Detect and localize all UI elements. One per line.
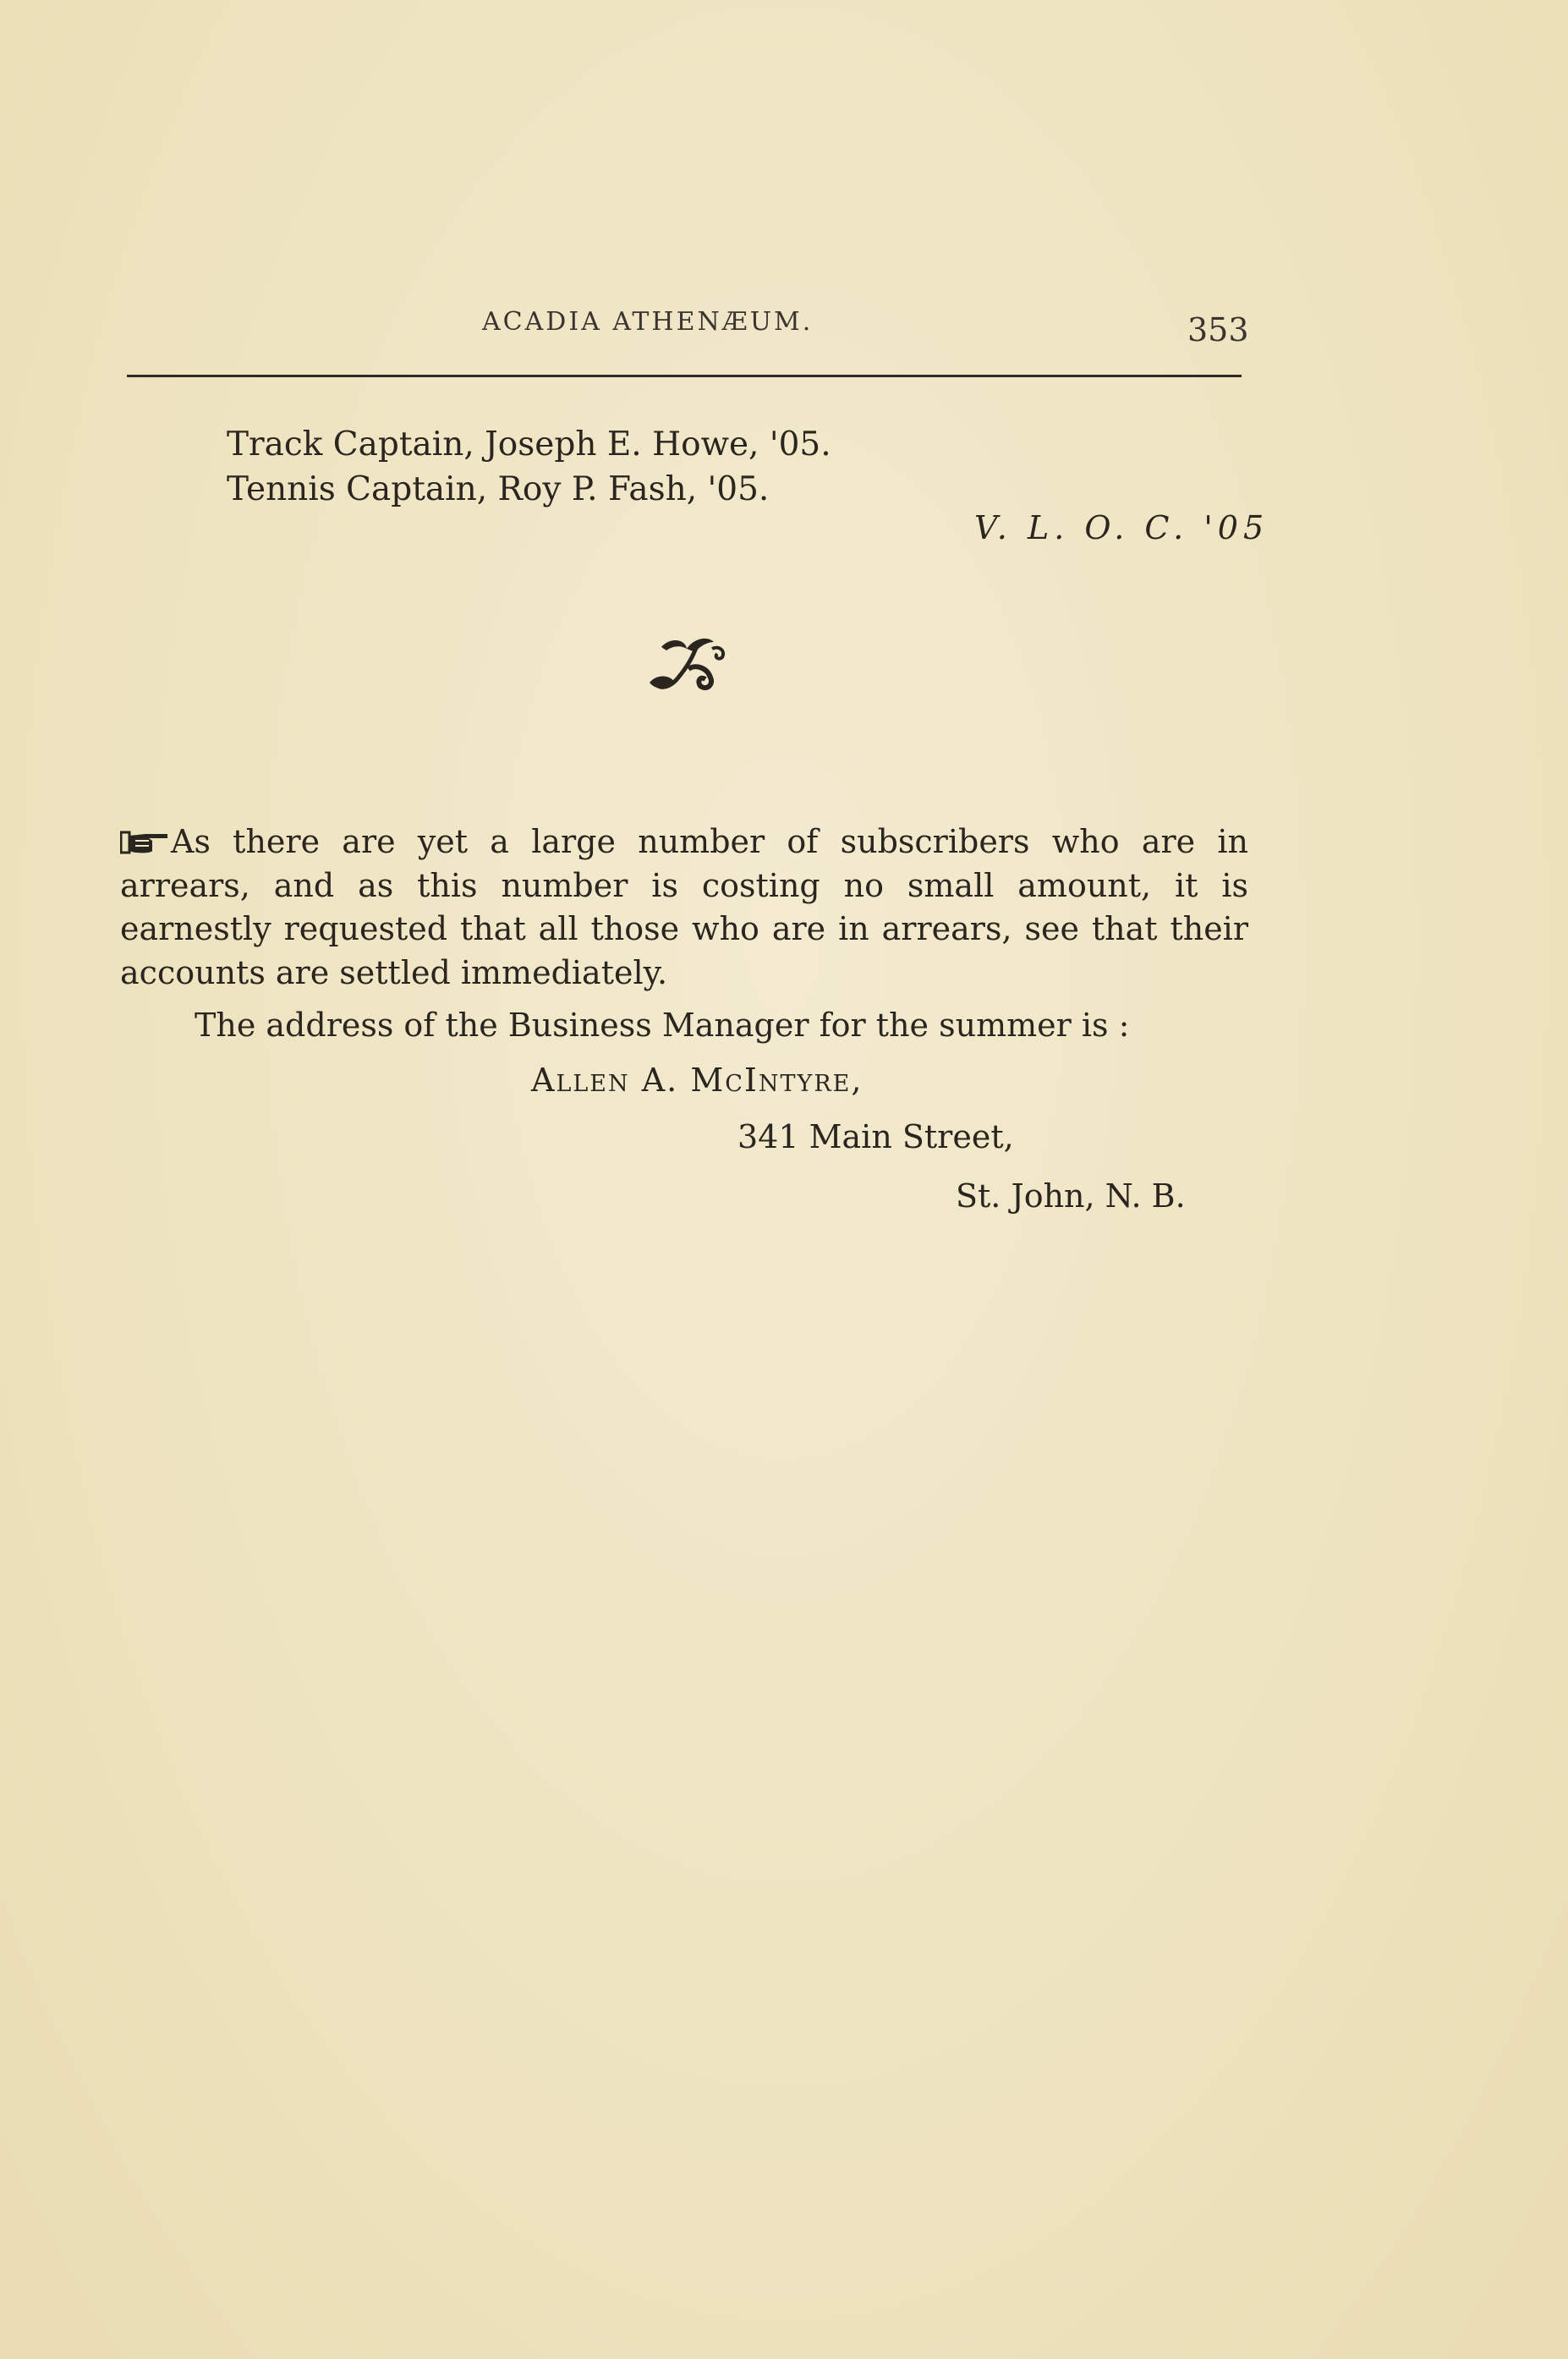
officer-track-captain: Track Captain, Joseph E. Howe, '05. (227, 425, 831, 464)
notice-text: As there are yet a large number of subscribers who are in arrears, and as this number is costing no small amount, it is earnestly requested that all those who are in arrears, see that their accounts are settled immediately. (120, 823, 1248, 991)
address-intro: The address of the Business Manager for the summer is : (195, 1007, 1130, 1044)
subscriber-notice (120, 820, 1248, 995)
pointing-hand-icon (120, 829, 169, 856)
running-head: ACADIA ATHENÆUM. (482, 307, 814, 337)
address-name: Allen A. McIntyre, (531, 1062, 863, 1099)
signature: V. L. O. C. '05 (974, 509, 1269, 546)
fleuron-ornament (644, 630, 729, 698)
page-number: 353 (1187, 311, 1249, 348)
address-street: 341 Main Street, (737, 1118, 1014, 1155)
address-city: St. John, N. B. (956, 1177, 1186, 1215)
officer-tennis-captain: Tennis Captain, Roy P. Fash, '05. (227, 470, 770, 508)
header-rule (127, 375, 1242, 377)
